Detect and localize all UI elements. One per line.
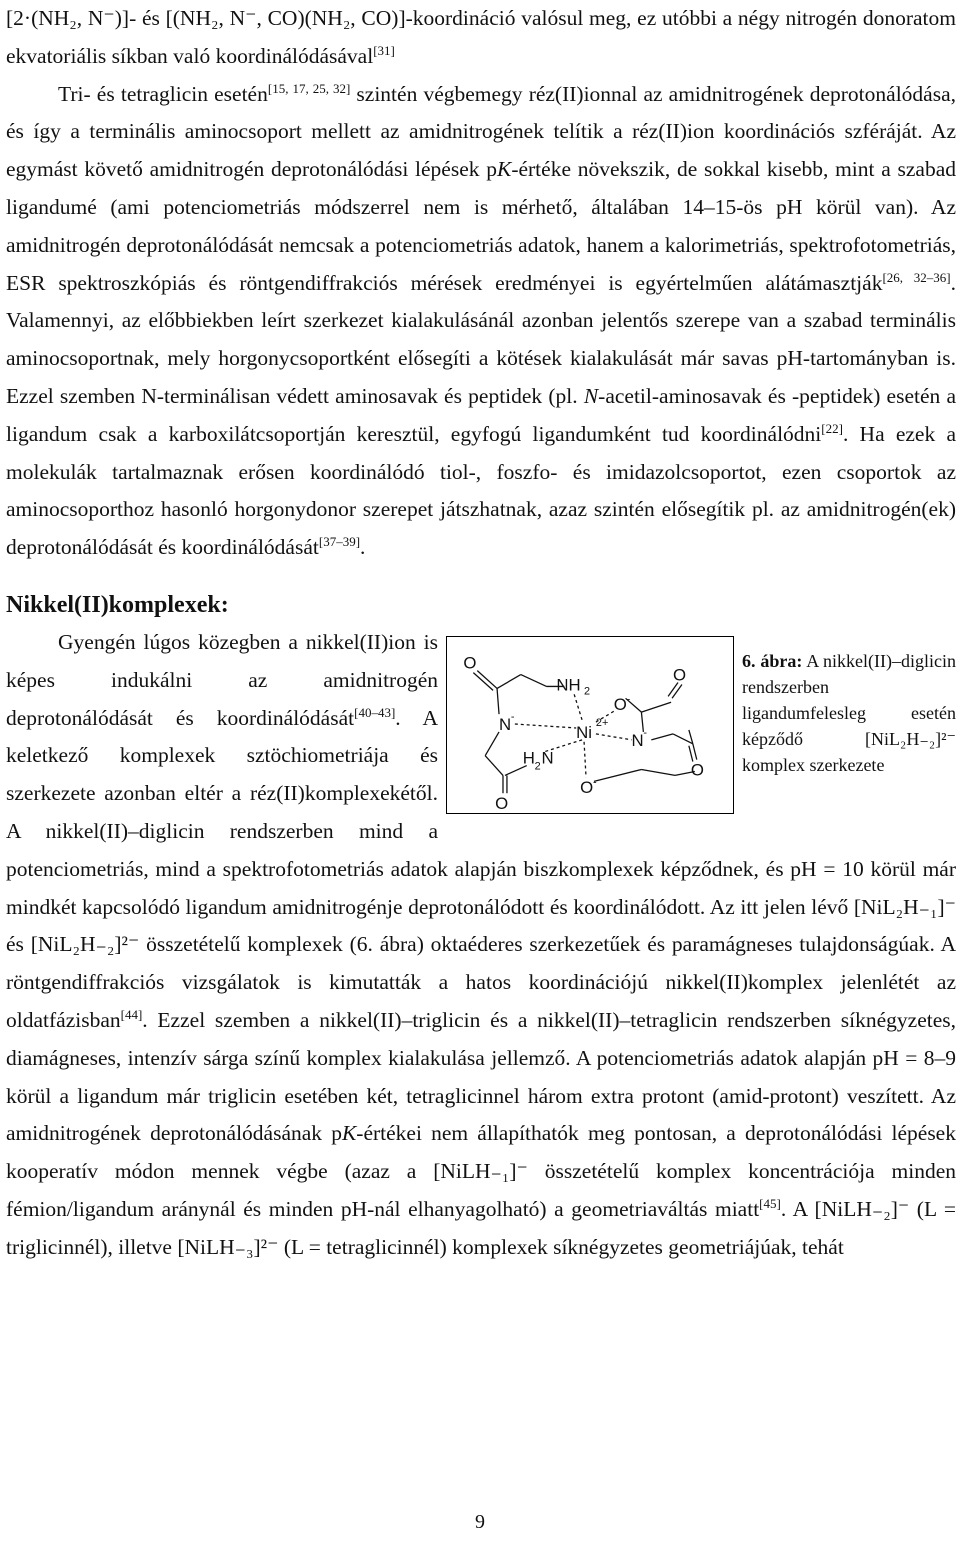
section-heading: Nikkel(II)komplexek: (6, 591, 229, 618)
atom-o: O (613, 695, 627, 715)
charge-minus: - (643, 726, 648, 739)
atom-o: O (673, 665, 687, 685)
citation: [15, 17, 25, 32] (267, 80, 351, 96)
italic-n: N (583, 383, 599, 408)
citation: [40–43] (354, 704, 396, 720)
text-run: Gyengén lúgos közegben a nikkel(II)ion is képes indukálni az amidnitrogén deprotonálódását és koordinálódását (6, 629, 438, 730)
text-run: . Ezzel szemben a nikkel(II)–triglicin és a nikkel(II)–tetraglicin rendszerben síknégyzetes, diamágneses, intenzív sárga színű komplex kialakulása jellemző. A potenciometriás adatok alapján pH = 8–9 körül a ligandum már triglicin esetében két, tetraglicinnel három extra protont (amid-protont) veszített. Az amidnitrogének deprotonálódásának p (6, 1007, 956, 1146)
paragraph-continuation (6, 0, 956, 76)
italic-k: K (341, 1121, 357, 1146)
text-run: Tri- és tetraglicin esetén (58, 81, 268, 106)
caption-text: A nikkel(II)–diglicin rendszerben ligandumfelesleg esetén képződő [NiL₂H₋₂]²⁻ komplex szerkezete (742, 650, 957, 775)
charge-minus: - (510, 711, 515, 724)
figure-caption (742, 648, 956, 778)
atom-h2n: H (522, 748, 535, 768)
text-run: . (360, 535, 366, 560)
text-run: [2·(NH₂, N⁻)]- és [(NH₂, N⁻, CO)(NH₂, CO)]-koordináció valósul meg, ez utóbbi a négy nitrogén donoratom ekvatoriális síkban való koordinálódásával (6, 6, 956, 68)
atom-subscript: 2 (534, 760, 541, 773)
citation: [22] (821, 420, 843, 436)
document-page (6, 0, 956, 1533)
atom-n: N (499, 714, 512, 734)
charge-minus: - (626, 693, 631, 706)
atom-o: O (690, 760, 704, 780)
text-run: . A keletkező komplexek sztöchiometriája és szerkezete azonban eltér a réz(II)komplexekétől. A nikkel(II)–diglicin rendszerben mind a potenciometriás, mind a spektrofotometriás adatok alapján biszkomplexek képződnek, és pH = 10 körül már mindkét kapcsolódó ligandum amidnitrogénje deprotonálódott és koordinálódott. Az itt jelen lévő [NiL₂H₋₁]⁻ és [NiL₂H₋₂]²⁻ összetételű komplexek (6. ábra) oktaéderes szerkezetűek és paramágneses tulajdonságúak. A röntgendiffrakciós vizsgálatok is kimutatták a hatos koordinációjú nikkel(II)komplex jelenlétét az oldatfázisban (6, 705, 956, 1032)
nickel-complex-structure (447, 637, 733, 813)
atom-o: O (580, 778, 594, 798)
atom-ni: Ni (576, 722, 593, 742)
atom-nh2: NH (556, 675, 581, 695)
citation: [37–39] (318, 534, 361, 550)
text-run: . Ha ezek a molekulák tartalmaznak erősen koordinálódó tiol-, foszfo- és imidazolcsoportot, ezen csoportok az aminocsoporthoz hasonló horgonydonor szerepet játszhatnak, azaz szintén elősegítik pl. az amidnitrogén(ek) deprotonálódását és koordinálódását (6, 421, 956, 560)
atom-n: N (541, 748, 554, 768)
text-run: . A [NiLH₋₂]⁻ (L = triglicinnél), illetve [NiLH₋₃]²⁻ (L = tetraglicinnél) komplexek síknégyzetes geometriájúak, tehát (6, 1196, 956, 1259)
text-run: -acetil-aminosavak és -peptidek) esetén a ligandum csak a karboxilátcsoportján keresztül, egyfogú ligandumként tud koordinálódni (6, 383, 956, 446)
text-run: -értéke növekszik, de sokkal kisebb, mint a szabad ligandumé (ami potenciometriás módszerrel nem is mérhető, általában 14–15-ös pH körül van). Az amidnitrogén deprotonálódását nemcsak a potenciometriás adatok, hanem a kalorimetriás, spektrofotometriás, ESR spektroszkópiás és röntgendiffrakciós mérések eredményei is egyértelműen alátámasztják (6, 157, 956, 295)
charge-minus: - (592, 776, 597, 789)
atom-o: O (495, 793, 509, 813)
atom-subscript: 2 (584, 685, 591, 698)
text-run: -értékei nem állapíthatók meg pontosan, a deprotonálódási lépések kooperatív módon mennek végbe (azaz a [NiLH₋₁]⁻ összetételű komplex koncentrációja minden fémion/ligandum aránynál és minden pH-nál elhanyagolható) a geometriaváltás miatt (6, 1121, 956, 1221)
paragraph-triglycine (6, 76, 956, 567)
page-number: 9 (475, 1511, 485, 1533)
citation: [45] (759, 1195, 781, 1211)
text-run: szintén végbemegy réz(II)ionnal az amidnitrogének deprotonálódása, és így a terminális aminocsoport mellett az amidnitrogének telítik a réz(II)ion koordinációs szféráját. Az egymást követő amidnitrogén deprotonálódási lépések p (6, 81, 956, 182)
atom-o: O (463, 653, 477, 673)
italic-k: K (496, 157, 512, 182)
atom-n: N (631, 730, 644, 750)
structure-diagram (446, 636, 734, 814)
figure-6 (446, 634, 956, 836)
citation: [31] (373, 42, 395, 58)
citation: [26, 32–36] (882, 269, 951, 285)
caption-label: 6. ábra: (742, 650, 803, 671)
citation: [44] (120, 1006, 143, 1022)
text-run: . Valamennyi, az előbbiekben leírt szerkezet kialakulásánál azonban jelentős szerepe van a szabad terminális aminocsoportnak, mely horgonycsoportként elősegíti a kötések kialakulását már savas pH-tartományban is. Ezzel szemben N-terminálisan védett aminosavak és peptidek (pl. (6, 270, 957, 408)
charge-ni: 2+ (595, 716, 609, 729)
